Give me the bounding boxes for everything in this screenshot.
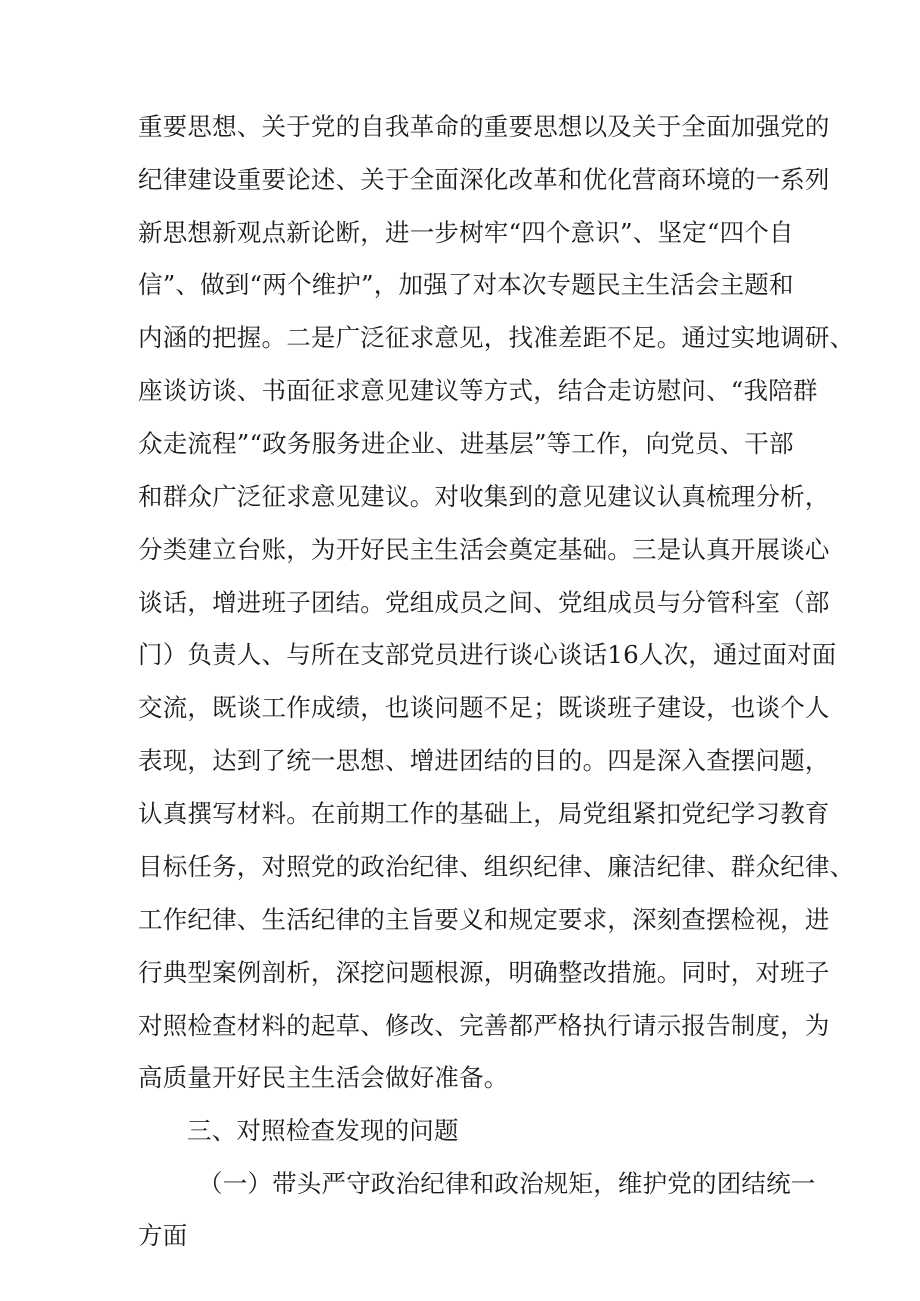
paragraph-line: 座谈访谈、书面征求意见建议等方式，结合走访慰问、“我陪群 [138, 376, 818, 405]
paragraph-line: 高质量开好民主生活会做好准备。 [138, 1063, 509, 1092]
paragraph-line: 纪律建设重要论述、关于全面深化改革和优化营商环境的一系列 [138, 165, 830, 194]
paragraph-line: 工作纪律、生活纪律的主旨要义和规定要求，深刻查摆检视，进 [138, 905, 830, 934]
paragraph-line: 众走流程”“政务服务进企业、进基层”等工作，向党员、干部 [138, 429, 794, 458]
section-heading: 三、对照检查发现的问题 [187, 1116, 459, 1145]
paragraph-line: 和群众广泛征求意见建议。对收集到的意见建议认真梳理分析， [138, 482, 830, 511]
paragraph-line: 交流，既谈工作成绩，也谈问题不足；既谈班子建设，也谈个人 [138, 693, 830, 722]
paragraph-line: 新思想新观点新论断，进一步树牢“四个意识”、坚定“四个自 [138, 218, 794, 247]
paragraph-line: 表现，达到了统一思想、增进团结的目的。四是深入查摆问题， [138, 746, 830, 775]
paragraph-line: 目标任务，对照党的政治纪律、组织纪律、廉洁纪律、群众纪律、 [138, 852, 855, 881]
paragraph-line: 内涵的把握。二是广泛征求意见，找准差距不足。通过实地调研、 [138, 323, 855, 352]
paragraph-line: 门）负责人、与所在支部党员进行谈心谈话16人次，通过面对面 [138, 640, 837, 669]
paragraph-line: 重要思想、关于党的自我革命的重要思想以及关于全面加强党的 [138, 112, 830, 141]
subsection-heading: （一）带头严守政治纪律和政治规矩，维护党的团结统一 [198, 1169, 816, 1198]
paragraph-line: 行典型案例剖析，深挖问题根源，明确整改措施。同时，对班子 [138, 958, 830, 987]
paragraph-line: 信”、做到“两个维护”，加强了对本次专题民主生活会主题和 [138, 270, 794, 299]
paragraph-line: 对照检查材料的起草、修改、完善都严格执行请示报告制度，为 [138, 1011, 830, 1040]
paragraph-line: 分类建立台账，为开好民主生活会奠定基础。三是认真开展谈心 [138, 535, 830, 564]
subsection-heading-continuation: 方面 [138, 1221, 188, 1250]
paragraph-line: 认真撰写材料。在前期工作的基础上，局党组紧扣党纪学习教育 [138, 799, 830, 828]
paragraph-line: 谈话，增进班子团结。党组成员之间、党组成员与分管科室（部 [138, 588, 830, 617]
